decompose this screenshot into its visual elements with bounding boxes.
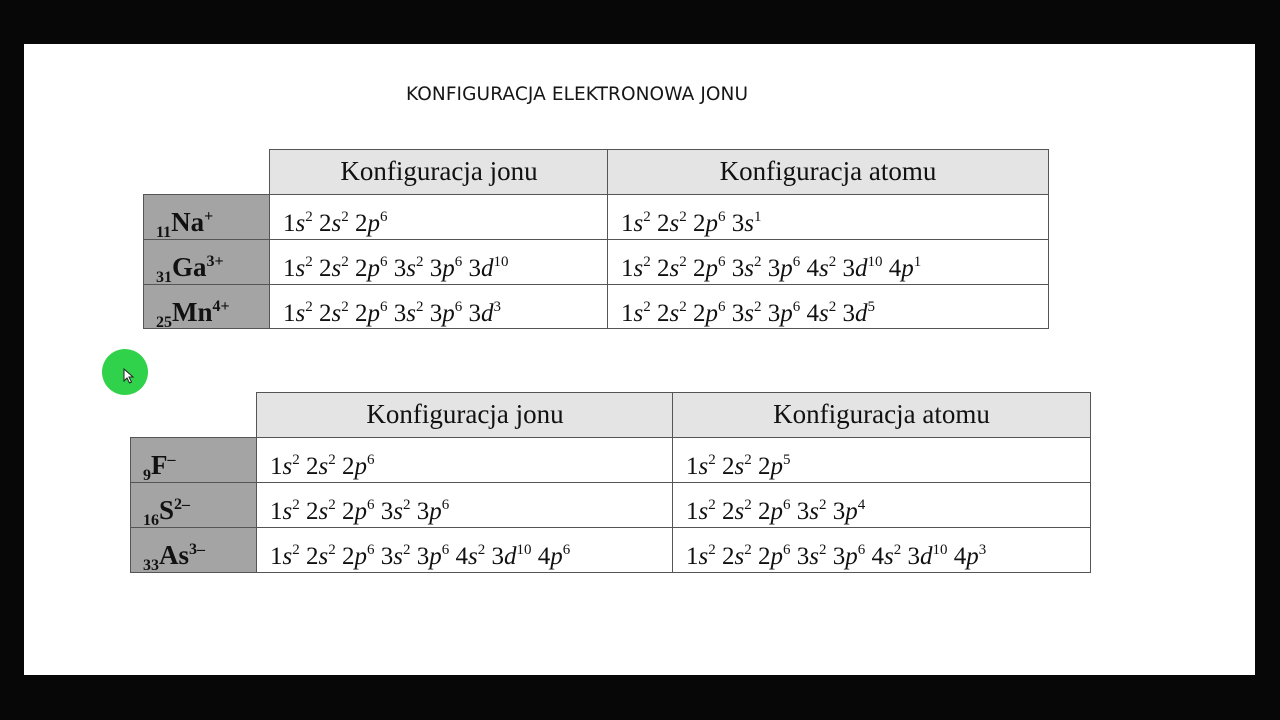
orbital: $3d^{10}$	[907, 542, 948, 570]
orbital: $4s^2$	[455, 542, 486, 570]
atomic-number: 31	[156, 269, 172, 285]
orbital: $4s^2$	[806, 299, 837, 327]
orbital: $3p^4$	[832, 497, 866, 525]
orbital: $2p^6$	[354, 209, 388, 237]
orbital: $4p^6$	[537, 542, 571, 570]
orbital: $4s^2$	[871, 542, 902, 570]
orbital: $2p^6$	[757, 542, 791, 570]
orbital: $2p^5$	[757, 452, 791, 480]
orbital: $2p^6$	[354, 254, 388, 282]
orbital: $3s^2$	[731, 254, 762, 282]
orbital: $2s^2$	[305, 542, 336, 570]
orbital: $2p^6$	[354, 299, 388, 327]
atom-config-cell	[607, 239, 1049, 285]
orbital: $3s^2$	[380, 542, 411, 570]
orbital: $1s^2$	[621, 299, 651, 327]
orbital: $2s^2$	[721, 542, 752, 570]
atomic-number: 9	[143, 467, 151, 483]
orbital: $3s^2$	[796, 497, 827, 525]
orbital: $1s^2$	[283, 299, 313, 327]
element-symbol: S	[159, 495, 175, 525]
orbital: $2s^2$	[305, 497, 336, 525]
orbital: $1s^2$	[270, 542, 300, 570]
ion-config-cell	[269, 194, 609, 240]
header-atom-config: Konfiguracja atomu	[672, 392, 1091, 438]
orbital: $3s^2$	[731, 299, 762, 327]
ion-charge: 3+	[206, 253, 224, 270]
atom-config-cell	[672, 482, 1091, 528]
orbital: $2s^2$	[721, 497, 752, 525]
orbital: $4p^3$	[953, 542, 987, 570]
orbital: $3s^1$	[731, 209, 762, 237]
ion-charge: 3–	[189, 541, 206, 558]
atom-config-cell	[672, 437, 1091, 483]
orbital: $2s^2$	[318, 299, 349, 327]
orbital: $1s^2$	[686, 497, 716, 525]
orbital: $2p^6$	[692, 254, 726, 282]
ion-charge: +	[204, 208, 214, 225]
page-title: KONFIGURACJA ELEKTRONOWA JONU	[406, 84, 749, 105]
orbital: $1s^2$	[283, 209, 313, 237]
atomic-number: 11	[156, 224, 172, 240]
orbital: $3d^{10}$	[468, 254, 509, 282]
orbital: $2s^2$	[656, 254, 687, 282]
orbital: $2p^6$	[692, 209, 726, 237]
atomic-number: 25	[156, 314, 172, 329]
orbital: $1s^2$	[621, 209, 651, 237]
orbital: $3s^2$	[393, 299, 424, 327]
orbital: $3d^{10}$	[491, 542, 532, 570]
orbital: $1s^2$	[686, 452, 716, 480]
ion-charge: 4+	[212, 298, 230, 315]
orbital: $3p^6$	[767, 299, 801, 327]
atom-config-cell	[607, 194, 1049, 240]
orbital: $3s^2$	[380, 497, 411, 525]
element-symbol: Ga	[172, 252, 207, 282]
orbital: $3d^3$	[468, 299, 501, 327]
mouse-pointer-icon	[123, 368, 135, 384]
orbital: $3p^6$	[416, 542, 450, 570]
orbital: $1s^2$	[686, 542, 716, 570]
orbital: $1s^2$	[621, 254, 651, 282]
ion-label	[130, 527, 257, 573]
ion-config-cell	[269, 239, 609, 285]
atom-config-cell	[672, 527, 1091, 573]
element-symbol: As	[159, 540, 190, 570]
orbital: $3p^6$	[416, 497, 450, 525]
header-ion-config: Konfiguracja jonu	[256, 392, 674, 438]
cursor-highlight	[102, 349, 148, 395]
ion-label	[130, 482, 257, 528]
header-ion-config: Konfiguracja jonu	[269, 149, 609, 195]
orbital: $1s^2$	[270, 452, 300, 480]
document-page	[24, 44, 1255, 675]
orbital: $3p^6$	[429, 299, 463, 327]
orbital: $3p^6$	[429, 254, 463, 282]
orbital: $2s^2$	[318, 254, 349, 282]
orbital: $3s^2$	[393, 254, 424, 282]
element-symbol: Mn	[172, 297, 213, 327]
orbital: $2s^2$	[318, 209, 349, 237]
element-symbol: Na	[171, 207, 205, 237]
orbital: $1s^2$	[270, 497, 300, 525]
header-atom-config: Konfiguracja atomu	[607, 149, 1049, 195]
atom-config-cell	[607, 284, 1049, 329]
ion-label	[143, 284, 270, 329]
element-symbol: F	[151, 450, 168, 480]
ion-label	[130, 437, 257, 483]
ion-label	[143, 239, 270, 285]
orbital: $2p^6$	[757, 497, 791, 525]
orbital: $2p^6$	[341, 542, 375, 570]
orbital: $3d^5$	[842, 299, 875, 327]
orbital: $2s^2$	[656, 209, 687, 237]
orbital: $4p^1$	[888, 254, 922, 282]
atomic-number: 33	[143, 557, 159, 573]
orbital: $4s^2$	[806, 254, 837, 282]
orbital: $3p^6$	[832, 542, 866, 570]
ion-config-cell	[256, 437, 674, 483]
orbital: $2s^2$	[305, 452, 336, 480]
orbital: $3p^6$	[767, 254, 801, 282]
ion-charge: –	[167, 451, 176, 468]
ion-config-cell	[269, 284, 609, 329]
orbital: $2p^6$	[341, 452, 375, 480]
orbital: $2p^6$	[692, 299, 726, 327]
orbital: $2s^2$	[721, 452, 752, 480]
orbital: $2s^2$	[656, 299, 687, 327]
ion-charge: 2–	[174, 496, 191, 513]
ion-config-cell	[256, 527, 674, 573]
orbital: $3s^2$	[796, 542, 827, 570]
orbital: $3d^{10}$	[842, 254, 883, 282]
orbital: $2p^6$	[341, 497, 375, 525]
ion-label	[143, 194, 270, 240]
ion-config-cell	[256, 482, 674, 528]
atomic-number: 16	[143, 512, 159, 528]
orbital: $1s^2$	[283, 254, 313, 282]
